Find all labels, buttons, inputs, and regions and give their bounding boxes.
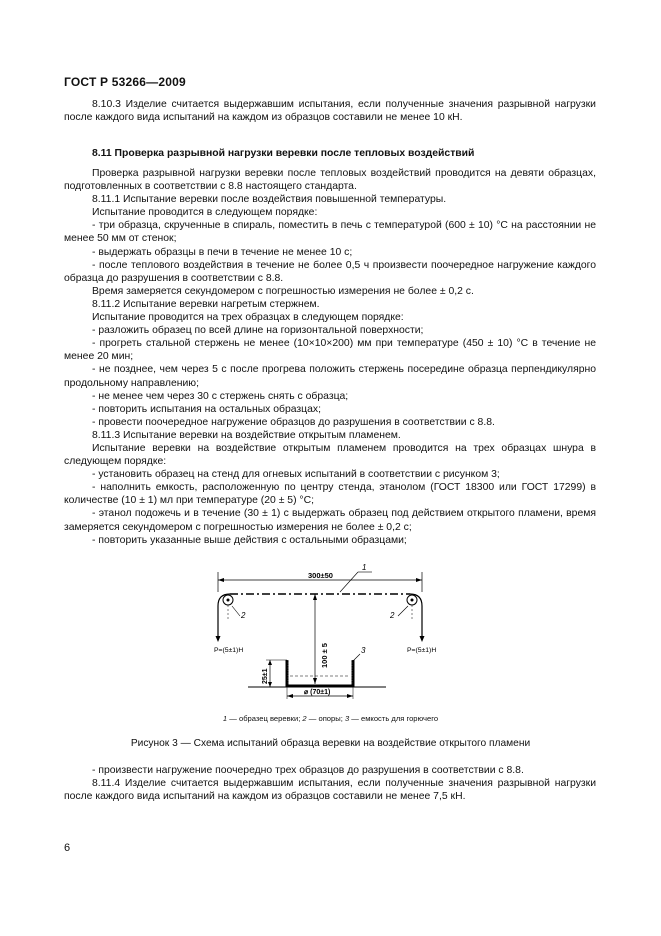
figure-caption: Рисунок 3 — Схема испытаний образца веревки на воздействие открытого пламени — [130, 738, 531, 749]
section-8-11-body — [64, 167, 596, 547]
text-line: - разложить образец по всей длине на горизонтальной поверхности; — [92, 325, 424, 337]
legend-num: 3 — [344, 714, 350, 723]
text-line: - наполнить емкость, расположенную по центру стенда, этанолом (ГОСТ 18300 или ГОСТ 17299) в количестве (10 ± 1) мл при температуре (20 ± 5) °С; — [64, 482, 596, 507]
legend-text: — емкость для горючего — [349, 714, 439, 723]
legend-num: 1 — [222, 714, 228, 723]
text-line: Испытание проводится в следующем порядке: — [92, 207, 318, 219]
dim-span-label: 300±50 — [308, 571, 333, 580]
document-header: ГОСТ Р 53266—2009 — [64, 75, 186, 89]
load-right-label: P=(5±1)Н — [407, 647, 437, 654]
text-line: 8.11.3 Испытание веревки на воздействие открытым пламенем. — [92, 429, 401, 441]
text-line: 8.11.2 Испытание веревки нагретым стержнем. — [92, 298, 320, 310]
text-line: - повторить испытания на остальных образцах; — [92, 403, 321, 415]
text-line: - прогреть стальной стержень не менее (10×10×200) мм при температуре (450 ± 10) °С в течение не менее 20 мин; — [64, 338, 596, 363]
dim-vessel-diameter-label: ⌀ (70±1) — [304, 689, 331, 696]
section-8-11-title: 8.11 Проверка разрывной нагрузки веревки после тепловых воздействий — [92, 148, 475, 159]
text-line: Испытание веревки на воздействие открытым пламенем проводится на трех образцах шнура в следующем порядке: — [64, 442, 596, 468]
dim-vessel-height-label: 25±1 — [262, 668, 269, 684]
text-line: Испытание проводится на трех образцах в следующем порядке: — [92, 312, 404, 324]
text-line: - провести поочередное нагружение образцов до разрушения в соответствии с 8.8. — [92, 416, 495, 428]
text-line: - повторить указанные выше действия с остальными образцами; — [92, 534, 407, 546]
text-line: Проверка разрывной нагрузки веревки после тепловых воздействий проводится на девяти образцах, подготовленных в соответствии с 8.8 настоящего стандарта. — [64, 168, 596, 193]
label-2-left: 2 — [241, 611, 246, 620]
text-line: - произвести нагружение поочередно трех образцов до разрушения в соответствии с 8.8. — [92, 765, 524, 776]
figure-3-diagram — [200, 558, 460, 708]
text-line: 8.11.4 Изделие считается выдержавшим испытания, если полученные значения разрывной нагрузки после каждого вида испытаний на каждом из образцов составили не менее 7,5 кН. — [64, 778, 596, 803]
label-2-right: 2 — [390, 611, 395, 620]
paragraph-8-10-3 — [64, 98, 596, 124]
dim-height-label: 100 ± 5 — [320, 643, 329, 668]
text-line: - не менее чем через 30 с стержень снять с образца; — [92, 390, 349, 402]
page-number: 6 — [64, 842, 71, 854]
text-line: 8.11.1 Испытание веревки после воздействия повышенной температуры. — [92, 194, 447, 206]
text-line: - три образца, скрученные в спираль, поместить в печь с температурой (600 ± 10) °С на расстоянии не менее 50 мм от стенок; — [64, 220, 596, 245]
text-line: 8.10.3 Изделие считается выдержавшим испытания, если полученные значения разрывной нагрузки после каждого вида испытаний на каждом из образцов составили не менее 10 кН. — [64, 99, 596, 124]
text-line: Время замеряется секундомером с погрешностью измерения не более ± 0,2 с. — [92, 285, 474, 297]
figure-legend — [0, 714, 661, 723]
label-3: 3 — [361, 646, 366, 655]
legend-num: 2 — [302, 714, 307, 723]
legend-text: — опоры; — [306, 714, 345, 723]
text-line: - установить образец на стенд для огневых испытаний в соответствии с рисунком 3; — [92, 469, 500, 481]
text-line: - после теплового воздействия в течение не более 0,5 ч произвести поочередное нагружение каждого образца до разрушения в соответствии с 8.8. — [64, 259, 596, 284]
legend-text: — образец веревки; — [227, 714, 303, 723]
after-figure-text — [64, 764, 596, 803]
text-line: - выдержать образцы в печи в течение не менее 10 с; — [92, 246, 353, 258]
text-line: - этанол подожечь и в течение (30 ± 1) с выдержать образец под действием открытого пламени, время замеряется секундомером с погрешностью измерения не более ± 0,2 с; — [64, 508, 596, 533]
label-1: 1 — [362, 563, 367, 572]
text-line: - не позднее, чем через 5 с после прогрева положить стержень посередине образца перпендикулярно продольному направлению; — [64, 364, 596, 389]
load-left-label: P=(5±1)Н — [214, 647, 244, 654]
